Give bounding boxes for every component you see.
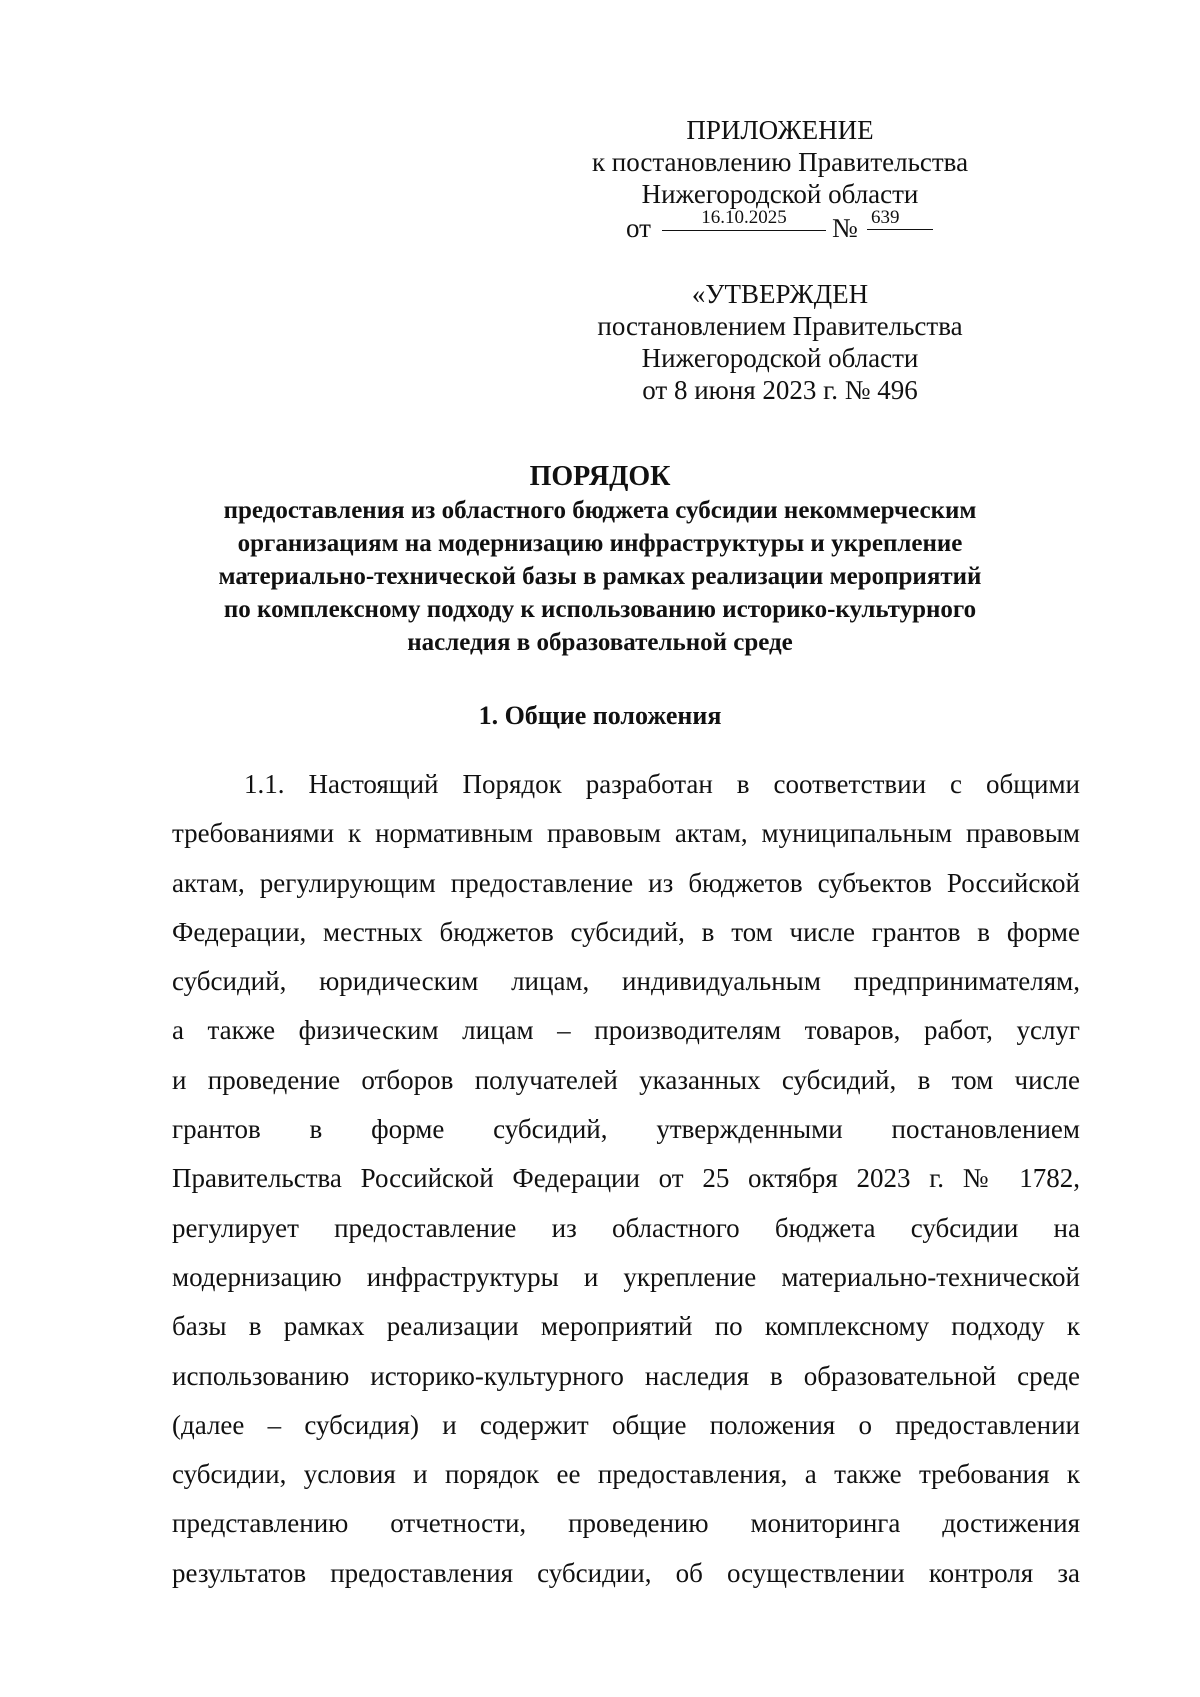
paragraph-line: базы в рамках реализации мероприятий по комплексному подходу к [172, 1311, 1080, 1342]
paragraph-line: Федерации, местных бюджетов субсидий, в том числе грантов в форме [172, 916, 1080, 947]
appendix-line-1: к постановлению Правительства [591, 147, 969, 177]
title-line: наследия в образовательной среде [407, 629, 793, 656]
approved-line-4: от 8 июня 2023 г. № 496 [642, 375, 918, 405]
paragraph-line: и проведение отборов получателей указанных субсидий, в том числе [172, 1064, 1080, 1095]
paragraph-line: использованию историко-культурного наследия в образовательной среде [172, 1360, 1080, 1391]
paragraph-line: требованиями к нормативным правовым актам, муниципальным правовым [172, 818, 1080, 849]
approved-line-1: «УТВЕРЖДЕН [691, 279, 869, 309]
title-heading: ПОРЯДОК [529, 461, 671, 492]
paragraph-line: грантов в форме субсидий, утвержденными постановлением [172, 1114, 1080, 1145]
paragraph-line: представлению отчетности, проведению мониторинга достижения [172, 1508, 1080, 1539]
paragraph-line: актам, регулирующим предоставление из бюджетов субъектов Российской [172, 867, 1080, 898]
paragraph-line: субсидий, юридическим лицам, индивидуальным предпринимателям, [172, 966, 1080, 997]
paragraph-line: результатов предоставления субсидии, об осуществлении контроля за [172, 1557, 1080, 1588]
decree-date: 16.10.2025 [662, 206, 826, 231]
paragraph-line: модернизацию инфраструктуры и укрепление материально-технической [172, 1261, 1080, 1292]
appendix-date-line [560, 207, 1000, 243]
title-line: материально-технической базы в рамках реализации мероприятий [218, 563, 982, 590]
approved-stamp [560, 278, 1000, 406]
approved-line-3: Нижегородской области [641, 343, 919, 373]
paragraph-line: (далее – субсидия) и содержит общие положения о предоставлении [172, 1409, 1080, 1440]
title-line: по комплексному подходу к использованию историко-культурного [223, 596, 977, 623]
paragraph-line: а также физическим лицам – производителям товаров, работ, услуг [172, 1015, 1080, 1046]
decree-number: 639 [867, 206, 933, 230]
paragraph-line: регулирует предоставление из областного бюджета субсидии на [172, 1212, 1080, 1243]
title-line: организациям на модернизацию инфраструктуры и укрепление [237, 530, 963, 557]
section-heading: 1. Общие положения [478, 701, 722, 730]
paragraph-line: Правительства Российской Федерации от 25 октября 2023 г. № 1782, [172, 1163, 1080, 1194]
appendix-header [560, 114, 1000, 242]
approved-line-2: постановлением Правительства [597, 311, 963, 341]
number-prefix: № [832, 213, 858, 243]
appendix-line-2: Нижегородской области [641, 179, 919, 209]
title-line: предоставления из областного бюджета субсидии некоммерческим [223, 497, 977, 524]
paragraph-1-1 [172, 760, 1080, 1598]
paragraph-line: субсидии, условия и порядок ее предоставления, а также требования к [172, 1459, 1080, 1490]
document-title [150, 460, 1050, 659]
appendix-label: ПРИЛОЖЕНИЕ [686, 115, 874, 145]
paragraph-line: 1.1. Настоящий Порядок разработан в соответствии с общими [244, 769, 1080, 799]
date-prefix: от [626, 213, 651, 243]
